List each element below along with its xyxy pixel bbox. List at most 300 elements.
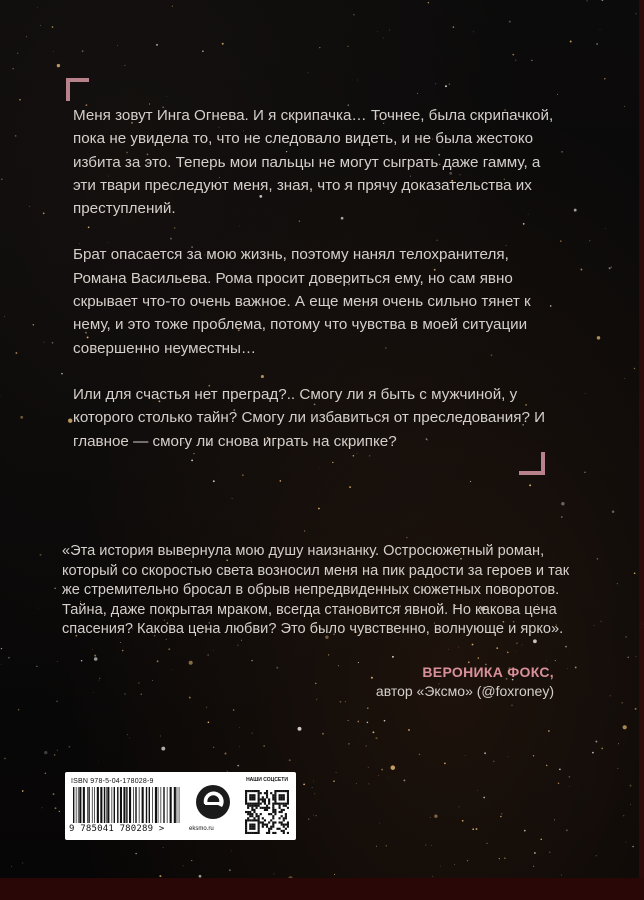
star [499, 858, 500, 859]
star [339, 701, 341, 703]
qr-module [255, 832, 257, 834]
star [59, 811, 60, 812]
qr-module [262, 826, 264, 828]
star [504, 857, 506, 859]
qr-module [287, 790, 289, 792]
star [533, 755, 534, 756]
star [44, 751, 47, 754]
star [52, 342, 54, 344]
star [531, 60, 532, 61]
star [508, 756, 509, 757]
star [445, 85, 447, 87]
star [348, 720, 349, 721]
barcode-bar [167, 787, 168, 823]
review-attribution [376, 663, 554, 701]
star [565, 646, 567, 648]
qr-module [285, 805, 287, 807]
star [38, 608, 39, 609]
star [172, 6, 173, 7]
qr-module [249, 813, 251, 815]
star [213, 747, 214, 748]
star [584, 472, 585, 473]
qr-module [247, 813, 249, 815]
star [313, 781, 314, 782]
star [628, 657, 629, 658]
qr-module [281, 803, 283, 805]
star [546, 765, 548, 767]
qr-module [272, 805, 274, 807]
barcode-bar [146, 787, 147, 823]
review-author-name: ВЕРОНИКА ФОКС, [422, 664, 554, 680]
qr-module [283, 798, 285, 800]
star [379, 823, 380, 824]
star [601, 748, 603, 750]
star [15, 352, 17, 354]
qr-module [264, 807, 266, 809]
star [81, 660, 82, 661]
qr-module [245, 826, 247, 828]
qr-module [249, 790, 251, 792]
barcode-bar [174, 787, 176, 823]
star [406, 537, 407, 538]
star [124, 693, 125, 694]
star [384, 720, 386, 722]
qr-module [255, 790, 257, 792]
qr-module [274, 796, 276, 798]
qr-module [251, 805, 253, 807]
qr-module [281, 821, 283, 823]
qr-module [264, 819, 266, 821]
star [318, 508, 320, 510]
star [561, 502, 564, 505]
star [208, 721, 210, 723]
qr-module [253, 826, 255, 828]
qr-module [258, 794, 260, 796]
qr-module [258, 826, 260, 828]
qr-module [268, 803, 270, 805]
qr-module [258, 792, 260, 794]
star [127, 734, 128, 735]
star [366, 745, 367, 746]
star [316, 699, 317, 700]
star [559, 768, 561, 770]
star [625, 842, 626, 843]
qr-module [264, 809, 266, 811]
star [557, 94, 558, 95]
qr-module [266, 809, 268, 811]
qr-module [285, 824, 287, 826]
qr-module [266, 832, 268, 834]
star [53, 793, 55, 795]
star [425, 844, 426, 845]
star [304, 530, 305, 531]
qr-module [272, 824, 274, 826]
star [225, 753, 227, 755]
star [567, 668, 568, 669]
star [623, 815, 625, 817]
qr-module [276, 790, 278, 792]
qr-module [268, 830, 270, 832]
star [569, 776, 571, 778]
qr-module [279, 790, 281, 792]
barcode-bar [94, 787, 95, 823]
star [53, 51, 54, 52]
star [391, 765, 396, 770]
qr-module [247, 790, 249, 792]
star [208, 655, 209, 656]
qr-module [272, 807, 274, 809]
qr-module [272, 811, 274, 813]
isbn-label: ISBN 978-5-04-178028-9 [71, 778, 154, 785]
qr-module [245, 792, 247, 794]
qr-module [251, 807, 253, 809]
qr-module [283, 817, 285, 819]
star [470, 481, 471, 482]
star [368, 783, 369, 784]
star [558, 782, 560, 784]
qr-module [255, 805, 257, 807]
star [1, 179, 2, 180]
qr-module [253, 811, 255, 813]
qr-module [245, 790, 247, 792]
star [383, 38, 384, 39]
qr-module [264, 824, 266, 826]
synopsis-paragraph: Меня зовут Инга Огнева. И я скрипачка… Точнее, была скрипачкой, пока не увидела то, что не следовало видеть, и не была жестоко избита за это. Теперь мои пальцы не могут сыграть даже гамму, а эти твари преследуют меня, зная, что я прячу доказательства их преступлений. [73, 107, 554, 218]
star [183, 865, 184, 866]
qr-module [287, 807, 289, 809]
qr-module [260, 803, 262, 805]
star [386, 845, 387, 846]
qr-module [258, 832, 260, 834]
star [561, 516, 563, 518]
qr-module [283, 803, 285, 805]
synopsis-paragraph: Брат опасается за мою жизнь, поэтому нанял телохранителя, Романа Васильева. Рома просит довериться ему, но сам явно скрывает что-то очень важное. А еще меня очень сильно тянет к нему, и это тоже проблема, потому что чувства в моей ситуации совершенно неуместны… [73, 246, 531, 357]
qr-module [262, 824, 264, 826]
qr-module [262, 807, 264, 809]
star [375, 737, 377, 739]
barcode-bar [92, 787, 93, 823]
star [117, 45, 118, 46]
star [625, 636, 626, 637]
qr-module [272, 809, 274, 811]
qr-module [262, 796, 264, 798]
star [511, 705, 512, 706]
star [596, 855, 597, 856]
star [312, 787, 313, 788]
qr-module [268, 798, 270, 800]
qr-module [279, 817, 281, 819]
barcode-bar [79, 787, 81, 823]
star [417, 93, 418, 94]
qr-module [247, 803, 249, 805]
star [434, 815, 437, 818]
barcode-bar [170, 787, 172, 823]
cover-edge [639, 0, 644, 900]
star [308, 819, 309, 820]
star [472, 644, 474, 646]
star [622, 702, 623, 703]
star [540, 839, 541, 840]
star [319, 47, 320, 48]
qr-module [281, 811, 283, 813]
qr-module [272, 815, 274, 817]
qr-module [281, 809, 283, 811]
barcode-bar [76, 787, 77, 823]
qr-module [287, 826, 289, 828]
star [534, 852, 536, 854]
qr-module [253, 809, 255, 811]
qr-module [285, 815, 287, 817]
qr-module [268, 813, 270, 815]
qr-module [274, 792, 276, 794]
star [549, 851, 551, 853]
star [575, 666, 577, 668]
corner-bracket-top-left [66, 78, 89, 101]
qr-module [251, 819, 253, 821]
qr-module [258, 798, 260, 800]
star [589, 240, 590, 241]
qr-module [285, 817, 287, 819]
qr-module [245, 821, 247, 823]
qr-module [287, 792, 289, 794]
qr-module [260, 807, 262, 809]
star [580, 269, 582, 271]
star [99, 678, 100, 679]
qr-module [274, 813, 276, 815]
qr-module [281, 794, 283, 796]
star [315, 683, 316, 684]
star [18, 709, 20, 711]
star [120, 642, 121, 643]
star [229, 869, 231, 871]
qr-module [251, 813, 253, 815]
star [338, 665, 339, 666]
qr-module [245, 794, 247, 796]
star [449, 84, 450, 85]
publisher-logo-icon [193, 780, 233, 824]
qr-module [255, 803, 257, 805]
star [45, 773, 46, 774]
star [428, 2, 429, 3]
barcode-bar [163, 787, 164, 823]
star [166, 96, 167, 97]
review-quote: «Эта история вывернула мою душу наизнанку. Остросюжетный роман, который со скоростью света возносил меня на пик радости за героев и так же стремительно бросал в обрыв непредвиденных сюжетных поворотов. Тайна, даже покрытая мраком, всегда становится явной. Но какова цена спасения? Какова цена любви? Это было чувственно, волнующе и ярко». [62, 543, 570, 638]
qr-module [258, 815, 260, 817]
star [605, 228, 606, 229]
star [453, 26, 454, 27]
qr-module [260, 792, 262, 794]
star [635, 13, 637, 15]
star [515, 59, 516, 60]
star [56, 701, 57, 702]
star [430, 817, 431, 818]
qr-module [258, 805, 260, 807]
star [8, 657, 10, 659]
star [349, 486, 351, 488]
star [462, 820, 464, 822]
star [533, 639, 537, 643]
star [298, 727, 302, 731]
star [159, 875, 161, 877]
qr-module [247, 832, 249, 834]
qr-module [283, 824, 285, 826]
qr-module [247, 805, 249, 807]
barcode-bar [83, 787, 85, 823]
star [484, 752, 486, 754]
star [54, 754, 56, 756]
star [33, 324, 35, 326]
star [533, 866, 534, 867]
qr-module [270, 826, 272, 828]
qr-module [258, 803, 260, 805]
star [524, 830, 526, 832]
star [313, 815, 314, 816]
star [29, 206, 30, 207]
star [632, 846, 634, 848]
qr-module [272, 832, 274, 834]
star [347, 46, 348, 47]
star [69, 746, 71, 748]
star [26, 36, 27, 37]
barcode-bar [123, 787, 125, 823]
qr-label: НАШИ СОЦСЕТИ [246, 777, 288, 783]
star [273, 873, 274, 874]
qr-module [270, 813, 272, 815]
star [432, 876, 433, 877]
star [376, 846, 377, 847]
star [122, 650, 124, 652]
qr-module [249, 832, 251, 834]
star [501, 813, 502, 814]
star [1, 648, 2, 649]
star [388, 777, 389, 778]
qr-module [274, 803, 276, 805]
star [22, 862, 23, 863]
star [634, 573, 636, 575]
star [586, 0, 587, 1]
star [37, 7, 38, 8]
qr-module [285, 828, 287, 830]
barcode-bar [120, 787, 122, 823]
star [334, 874, 335, 875]
qr-module [279, 794, 281, 796]
star [432, 845, 433, 846]
star [251, 660, 252, 661]
star [57, 750, 58, 751]
star [554, 819, 555, 820]
qr-module [281, 796, 283, 798]
star [61, 373, 63, 375]
star [372, 731, 374, 733]
barcode-bar [161, 787, 162, 823]
star [52, 26, 54, 28]
qr-module [287, 796, 289, 798]
star [592, 752, 594, 754]
qr-module [283, 790, 285, 792]
qr-module [281, 824, 283, 826]
star [555, 660, 556, 661]
barcode-digits: 9 785041 780289 > [69, 824, 165, 834]
qr-module [245, 824, 247, 826]
star [82, 50, 84, 52]
barcode-bar [73, 787, 74, 823]
star [22, 790, 24, 792]
star [389, 30, 390, 31]
qr-module [253, 832, 255, 834]
star [624, 106, 625, 107]
barcode-icon [71, 787, 183, 825]
barcode-bar [88, 787, 89, 823]
qr-code-icon[interactable] [245, 790, 289, 834]
star [213, 650, 214, 651]
qr-module [279, 798, 281, 800]
qr-module [266, 824, 268, 826]
star [594, 625, 595, 626]
star [231, 851, 232, 852]
qr-module [270, 819, 272, 821]
barcode-bar [177, 787, 178, 823]
qr-module [264, 798, 266, 800]
star [239, 746, 240, 747]
star [496, 647, 498, 649]
star [160, 736, 161, 737]
qr-module [260, 821, 262, 823]
star [263, 745, 264, 746]
star [36, 666, 37, 667]
star [237, 765, 239, 767]
star [516, 651, 517, 652]
barcode-bar [139, 787, 140, 823]
qr-module [279, 805, 281, 807]
barcode-bar [179, 787, 180, 823]
star [13, 68, 14, 69]
star [618, 743, 619, 744]
barcode-bar [112, 787, 113, 823]
qr-module [285, 803, 287, 805]
star [610, 695, 611, 696]
qr-module [249, 805, 251, 807]
qr-module [268, 807, 270, 809]
qr-module [283, 830, 285, 832]
qr-module [255, 819, 257, 821]
star [92, 649, 93, 650]
star [206, 707, 207, 708]
qr-module [270, 828, 272, 830]
star [612, 510, 614, 512]
qr-module [251, 794, 253, 796]
barcode-bar [78, 787, 79, 823]
qr-module [251, 796, 253, 798]
qr-module [268, 800, 270, 802]
star [377, 31, 378, 32]
qr-module [247, 811, 249, 813]
star [596, 43, 598, 45]
qr-module [249, 796, 251, 798]
star [276, 667, 278, 669]
star [624, 378, 625, 379]
qr-module [245, 830, 247, 832]
qr-module [253, 796, 255, 798]
qr-module [274, 832, 276, 834]
star [213, 480, 215, 482]
qr-module [283, 826, 285, 828]
star [189, 697, 191, 699]
qr-module [253, 790, 255, 792]
star [585, 393, 586, 394]
qr-module [260, 798, 262, 800]
qr-module [258, 819, 260, 821]
barcode-bar [155, 787, 157, 823]
